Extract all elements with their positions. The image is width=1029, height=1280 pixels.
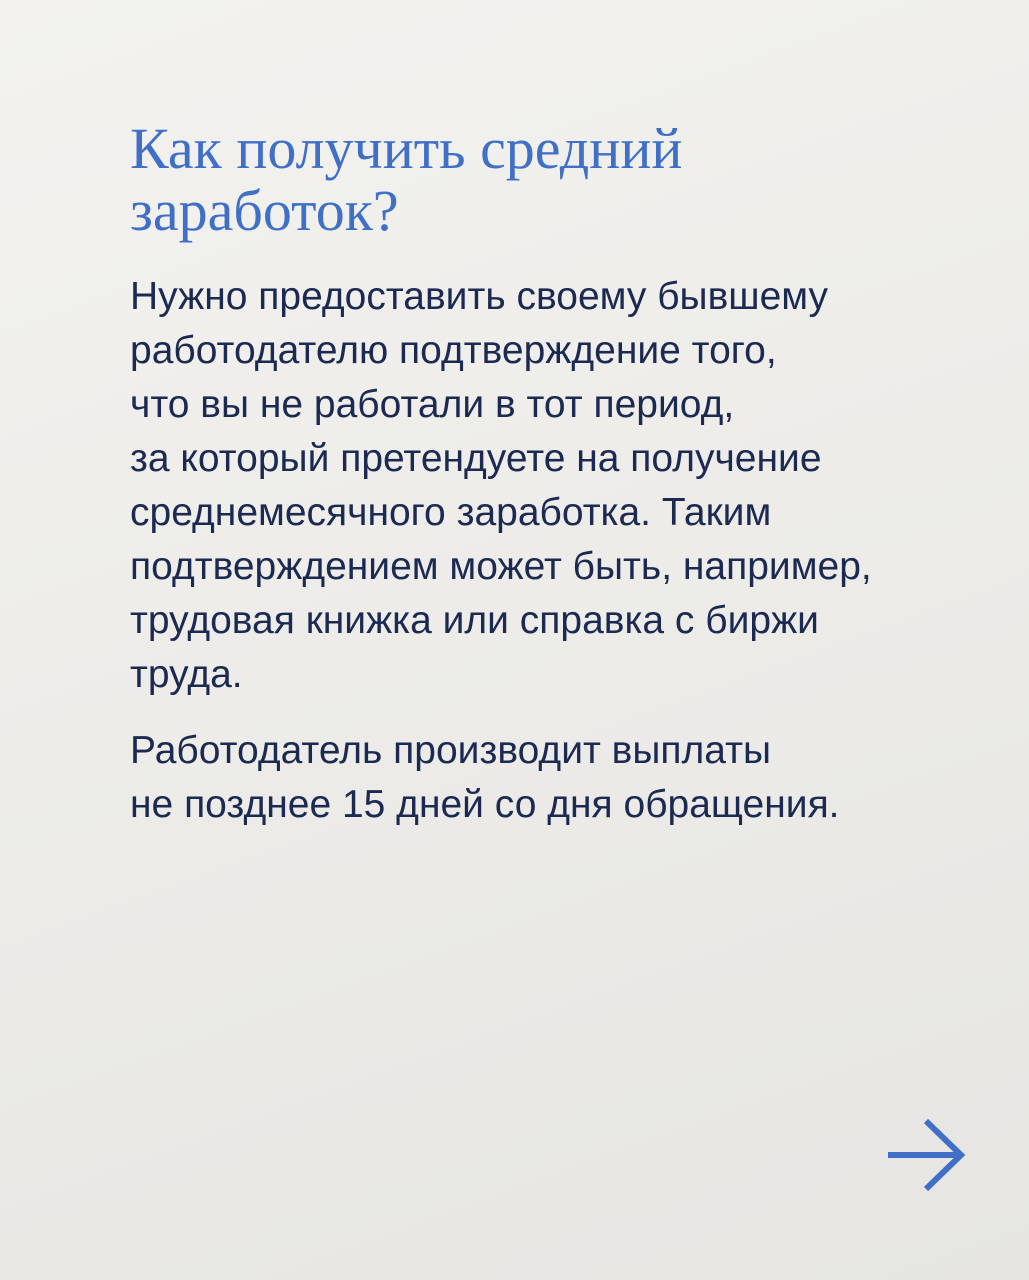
slide-title: Как получить средний заработок? [130,116,683,243]
instruction-paragraph: Нужно предоставить своему бывшему работодателю подтверждение того, что вы не работали в тот период, за который претендуете на получение среднемесячного заработка. Таким подтверждением может быть, например, трудовая книжка или справка с биржи труда. [130,275,872,696]
next-slide-button[interactable] [884,1116,968,1194]
payment-deadline-paragraph: Работодатель производит выплаты не позднее 15 дней со дня обращения. [130,729,840,826]
arrow-right-icon [884,1116,968,1194]
